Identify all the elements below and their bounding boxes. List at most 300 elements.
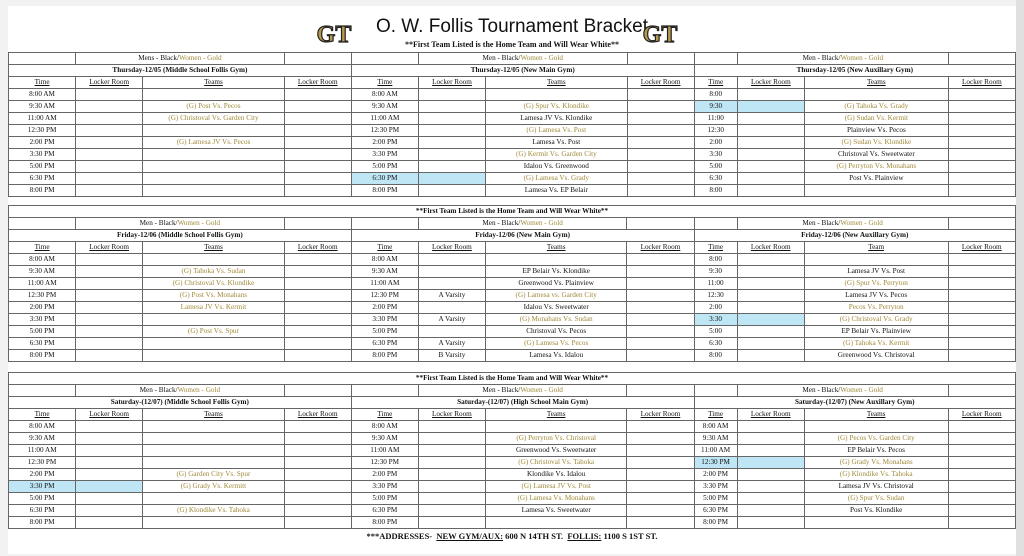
note-row — [9, 206, 1016, 218]
locker-cell — [284, 326, 351, 338]
matchup-cell — [486, 89, 627, 101]
matchup-cell: EP Belair Vs. Pecos — [804, 445, 948, 457]
gym-title: Friday-12/06 (Middle School Follis Gym) — [116, 231, 243, 239]
gym-title: Thursday-12/05 (Middle School Follis Gym) — [112, 66, 248, 74]
home-team-note: **First Team Listed is the Home Team and Will Wear White** — [9, 373, 1016, 385]
bracket-sheet — [8, 6, 1016, 554]
matchup-cell: Idalou Vs. Greenwood — [486, 161, 627, 173]
locker-cell — [284, 161, 351, 173]
time-cell: 3:30 PM — [351, 149, 418, 161]
time-cell: 2:00 PM — [9, 469, 76, 481]
locker-cell — [284, 278, 351, 290]
locker-cell — [418, 302, 485, 314]
time-cell: 12:30 PM — [9, 125, 76, 137]
time-cell: 8:00 — [694, 350, 737, 362]
locker-cell — [418, 505, 485, 517]
locker-cell — [418, 493, 485, 505]
locker-cell — [76, 338, 143, 350]
matchup-cell: Lamesa Vs. Post — [486, 137, 627, 149]
time-cell: 2:00 — [694, 137, 737, 149]
game-row — [9, 326, 1016, 338]
locker-cell — [284, 469, 351, 481]
game-row — [9, 161, 1016, 173]
friday-schedule-table — [8, 205, 1016, 362]
locker-cell — [627, 89, 694, 101]
gym-row — [9, 397, 1016, 409]
locker-cell — [284, 314, 351, 326]
matchup-cell: (G) Post Vs. Spur — [143, 326, 284, 338]
locker-cell — [76, 278, 143, 290]
time-cell: 8:00 — [694, 185, 737, 197]
locker-cell — [284, 493, 351, 505]
page-edge — [1016, 0, 1024, 556]
gym-header — [9, 397, 352, 409]
matchup-cell: Greenwood Vs. Plainview — [485, 278, 626, 290]
men-label: Men - Black/ — [482, 386, 521, 394]
matchup-cell: (G) Lamesa JV Vs. Post — [485, 481, 626, 493]
women-label: Women - Gold — [520, 219, 563, 227]
time-cell: 11:00 AM — [351, 278, 418, 290]
time-cell: 12:30 PM — [9, 290, 76, 302]
game-row — [9, 137, 1016, 149]
matchup-cell — [485, 517, 626, 529]
women-label: Women - Gold — [177, 219, 221, 227]
men-label: Men - Black/ — [482, 54, 521, 62]
matchup-cell: (G) Grady Vs. Monahans — [804, 457, 948, 469]
locker-cell — [627, 278, 694, 290]
division-header — [418, 53, 627, 65]
locker-cell — [737, 278, 804, 290]
matchup-cell — [143, 433, 284, 445]
locker-cell — [284, 421, 351, 433]
locker-cell — [76, 290, 143, 302]
time-cell: 3:30 — [694, 314, 737, 326]
matchup-cell: (G) Christoval Vs. Tahoka — [485, 457, 626, 469]
time-cell: 8:00 AM — [9, 421, 76, 433]
teams-header: Team — [804, 242, 948, 254]
locker-header: Locker Room — [948, 409, 1015, 421]
time-cell: 11:00 — [694, 113, 737, 125]
time-cell: 5:00 PM — [351, 326, 418, 338]
matchup-cell: (G) Tahoka Vs. Sudan — [143, 266, 284, 278]
locker-cell — [948, 481, 1015, 493]
gym-title: Saturday-(12/07) (High School Main Gym) — [457, 398, 589, 406]
locker-cell — [627, 469, 694, 481]
home-team-note: **First Team Listed is the Home Team and Will Wear White** — [9, 206, 1016, 218]
locker-cell — [418, 161, 485, 173]
locker-cell — [627, 137, 694, 149]
gym-header — [694, 65, 1015, 77]
time-cell: 11:00 — [694, 278, 737, 290]
locker-cell — [737, 149, 804, 161]
women-label: Women - Gold — [179, 54, 222, 62]
time-header: Time — [694, 409, 737, 421]
matchup-cell — [804, 89, 948, 101]
time-cell: 2:00 PM — [9, 137, 76, 149]
matchup-cell: Lamesa JV Vs. Pecos — [804, 290, 948, 302]
division-header — [76, 385, 285, 397]
gym-header — [9, 230, 352, 242]
time-cell: 11:00 AM — [351, 445, 418, 457]
locker-cell — [76, 457, 143, 469]
time-cell: 3:30 PM — [9, 481, 76, 493]
matchup-cell: (G) Christoval Vs. Garden City — [143, 113, 284, 125]
time-cell: 9:30 AM — [9, 266, 76, 278]
gym-header — [694, 230, 1016, 242]
teams-header: Teams — [486, 77, 627, 89]
game-row — [9, 125, 1016, 137]
matchup-cell: Lamesa JV Vs. Kermit — [143, 302, 284, 314]
matchup-cell: (G) Lamesa Vs. Monahans — [485, 493, 626, 505]
gym-header — [694, 397, 1016, 409]
locker-cell — [284, 338, 351, 350]
teams-header: Teams — [485, 242, 626, 254]
time-cell: 3:30 PM — [9, 149, 76, 161]
matchup-cell: Post Vs. Plainview — [804, 173, 948, 185]
game-row — [9, 445, 1016, 457]
game-row — [9, 278, 1016, 290]
time-cell: 6:30 PM — [9, 505, 76, 517]
time-cell: 8:00 PM — [351, 517, 418, 529]
division-header — [737, 53, 948, 65]
time-cell: 8:00 — [694, 254, 737, 266]
matchup-cell: (G) Klondike Vs. Tahoka — [143, 505, 284, 517]
matchup-cell: (G) Lamesa JV Vs. Pecos — [143, 137, 284, 149]
women-label: Women - Gold — [177, 386, 221, 394]
page-title: O. W. Follis Tournament Bracket — [375, 16, 649, 37]
locker-cell — [627, 185, 694, 197]
locker-cell — [948, 113, 1015, 125]
locker-cell — [418, 469, 485, 481]
locker-cell — [627, 421, 694, 433]
locker-cell — [627, 254, 694, 266]
locker-cell — [76, 266, 143, 278]
locker-cell — [948, 302, 1015, 314]
men-label: Men - Black/ — [802, 54, 841, 62]
matchup-cell: Klondike Vs. Idalou — [485, 469, 626, 481]
locker-header: Locker Room — [737, 242, 804, 254]
locker-cell — [627, 350, 694, 362]
game-row — [9, 517, 1016, 529]
locker-cell — [76, 101, 143, 113]
matchup-cell — [143, 173, 284, 185]
locker-cell — [284, 89, 351, 101]
matchup-cell: (G) Sudan Vs. Klondike — [804, 137, 948, 149]
gym-title: Saturday-(12/07) (Middle School Follis Gym) — [110, 398, 249, 406]
locker-cell — [418, 517, 485, 529]
locker-cell — [948, 101, 1015, 113]
matchup-cell: Post Vs. Klondike — [804, 505, 948, 517]
locker-cell — [948, 326, 1015, 338]
time-cell: 9:30 AM — [9, 433, 76, 445]
locker-cell — [76, 137, 143, 149]
locker-cell — [737, 125, 804, 137]
locker-cell — [948, 137, 1015, 149]
matchup-cell: (G) Garden City Vs. Spur — [143, 469, 284, 481]
locker-cell — [418, 457, 485, 469]
locker-cell — [76, 161, 143, 173]
locker-cell — [284, 457, 351, 469]
locker-cell — [284, 266, 351, 278]
men-label: Mens - Black/ — [138, 54, 179, 62]
matchup-cell: (G) Spur Vs. Perryton — [804, 278, 948, 290]
locker-cell — [284, 254, 351, 266]
time-cell: 8:00 PM — [9, 350, 76, 362]
time-cell: 5:00 — [694, 161, 737, 173]
locker-cell — [737, 433, 804, 445]
locker-cell — [76, 314, 143, 326]
time-cell: 9:30 AM — [351, 101, 418, 113]
time-header: Time — [9, 77, 76, 89]
locker-cell — [948, 314, 1015, 326]
matchup-cell: (G) Lamesa vs. Garden City — [485, 290, 626, 302]
locker-cell — [627, 338, 694, 350]
matchup-cell: (G) Lamesa Vs. Grady — [486, 173, 627, 185]
locker-cell — [948, 89, 1015, 101]
locker-cell: A Varsity — [418, 338, 485, 350]
matchup-cell: Christoval Vs. Pecos — [485, 326, 626, 338]
locker-cell — [418, 113, 485, 125]
locker-cell — [284, 517, 351, 529]
locker-cell — [418, 433, 485, 445]
locker-cell — [627, 445, 694, 457]
locker-cell — [76, 517, 143, 529]
locker-cell — [76, 350, 143, 362]
locker-header: Locker Room — [627, 77, 694, 89]
game-row — [9, 302, 1016, 314]
locker-header: Locker Room — [948, 242, 1015, 254]
locker-cell — [737, 481, 804, 493]
locker-header: Locker Room — [284, 77, 351, 89]
time-cell: 5:00 PM — [9, 161, 76, 173]
time-cell: 6:30 — [694, 338, 737, 350]
time-cell: 5:00 PM — [9, 326, 76, 338]
matchup-cell: Lamesa JV Vs. Klondike — [486, 113, 627, 125]
matchup-cell: Lamesa Vs. Idalou — [485, 350, 626, 362]
time-cell: 3:30 PM — [9, 314, 76, 326]
locker-header: Locker Room — [948, 77, 1015, 89]
locker-cell — [284, 481, 351, 493]
division-header — [418, 385, 627, 397]
locker-cell — [627, 290, 694, 302]
matchup-cell: EP Belair Vs. Plainview — [804, 326, 948, 338]
time-cell: 6:30 PM — [9, 338, 76, 350]
game-row — [9, 505, 1016, 517]
game-row — [9, 290, 1016, 302]
time-cell: 2:00 PM — [9, 302, 76, 314]
locker-cell — [284, 149, 351, 161]
locker-cell — [737, 185, 804, 197]
matchup-cell: Plainview Vs. Pecos — [804, 125, 948, 137]
note-row — [9, 373, 1016, 385]
time-cell: 12:30 PM — [351, 457, 418, 469]
men-label: Men - Black/ — [139, 219, 178, 227]
matchup-cell — [143, 338, 284, 350]
time-header: Time — [694, 77, 737, 89]
column-header-row — [9, 242, 1016, 254]
matchup-cell — [485, 254, 626, 266]
time-cell: 11:00 AM — [9, 113, 76, 125]
locker-cell — [737, 326, 804, 338]
locker-header: Locker Room — [76, 409, 143, 421]
time-cell: 5:00 PM — [351, 493, 418, 505]
locker-cell — [627, 302, 694, 314]
time-header: Time — [351, 77, 418, 89]
locker-cell — [627, 493, 694, 505]
locker-header: Locker Room — [418, 409, 485, 421]
locker-cell — [76, 493, 143, 505]
locker-cell — [284, 433, 351, 445]
locker-cell — [948, 185, 1015, 197]
matchup-cell — [804, 421, 948, 433]
time-cell: 8:00 AM — [9, 89, 76, 101]
locker-cell — [627, 505, 694, 517]
time-cell: 3:30 — [694, 149, 737, 161]
locker-cell — [948, 125, 1015, 137]
matchup-cell — [804, 517, 948, 529]
men-label: Men - Black/ — [482, 219, 521, 227]
locker-cell — [948, 493, 1015, 505]
matchup-cell — [485, 421, 626, 433]
matchup-cell: (G) Sudan Vs. Kermit — [804, 113, 948, 125]
matchup-cell — [143, 185, 284, 197]
locker-cell — [948, 173, 1015, 185]
locker-cell — [948, 290, 1015, 302]
locker-cell — [627, 517, 694, 529]
matchup-cell: (G) Spur Vs. Sudan — [804, 493, 948, 505]
locker-cell — [627, 481, 694, 493]
locker-cell — [76, 481, 143, 493]
time-cell: 5:00 — [694, 326, 737, 338]
saturday-schedule-table — [8, 372, 1016, 529]
teams-header: Teams — [485, 409, 626, 421]
gym-header — [9, 65, 352, 77]
gym-title: Thursday-12/05 (New Auxillary Gym) — [796, 66, 914, 74]
locker-cell — [737, 266, 804, 278]
locker-cell — [948, 266, 1015, 278]
time-cell: 5:00 PM — [351, 161, 418, 173]
game-row — [9, 493, 1016, 505]
time-cell: 12:30 — [694, 290, 737, 302]
time-cell: 2:00 — [694, 302, 737, 314]
time-cell: 8:00 PM — [694, 517, 737, 529]
locker-cell — [418, 278, 485, 290]
women-label: Women - Gold — [840, 386, 883, 394]
locker-cell — [737, 517, 804, 529]
matchup-cell: (G) Pecos Vs. Garden City — [804, 433, 948, 445]
locker-cell — [737, 469, 804, 481]
matchup-cell — [143, 161, 284, 173]
women-label: Women - Gold — [520, 386, 563, 394]
matchup-cell: (G) Perryton Vs. Christoval — [485, 433, 626, 445]
matchup-cell — [143, 445, 284, 457]
matchup-cell: EP Belair Vs. Klondike — [485, 266, 626, 278]
time-cell: 11:00 AM — [9, 445, 76, 457]
locker-header: Locker Room — [627, 242, 694, 254]
locker-cell — [948, 421, 1015, 433]
game-row — [9, 433, 1016, 445]
svg-text:GT: GT — [642, 22, 678, 48]
column-header-row — [9, 77, 1016, 89]
locker-cell — [627, 173, 694, 185]
game-row — [9, 421, 1016, 433]
gym-title: Friday-12/06 (New Main Gym) — [475, 231, 571, 239]
locker-cell — [284, 445, 351, 457]
game-row — [9, 254, 1016, 266]
time-cell: 9:30 — [694, 101, 737, 113]
locker-header: Locker Room — [418, 77, 485, 89]
locker-cell — [76, 445, 143, 457]
matchup-cell: (G) Tahoka Vs. Grady — [804, 101, 948, 113]
matchup-cell — [143, 254, 284, 266]
men-label: Men - Black/ — [139, 386, 178, 394]
locker-cell — [948, 445, 1015, 457]
locker-cell — [737, 161, 804, 173]
game-row — [9, 173, 1016, 185]
time-header: Time — [694, 242, 737, 254]
women-label: Women - Gold — [840, 54, 884, 62]
locker-cell — [418, 137, 485, 149]
locker-cell — [737, 457, 804, 469]
time-cell: 6:30 PM — [351, 173, 418, 185]
locker-cell — [76, 326, 143, 338]
matchup-cell — [143, 89, 284, 101]
game-row — [9, 481, 1016, 493]
matchup-cell: (G) Tahoka Vs. Kermit — [804, 338, 948, 350]
locker-cell — [737, 89, 804, 101]
teams-header: Teams — [804, 77, 948, 89]
division-header — [737, 385, 948, 397]
locker-cell — [948, 161, 1015, 173]
time-cell: 12:30 PM — [351, 125, 418, 137]
locker-cell — [284, 185, 351, 197]
locker-cell — [948, 469, 1015, 481]
locker-cell — [627, 457, 694, 469]
time-cell: 5:00 PM — [9, 493, 76, 505]
game-row — [9, 113, 1016, 125]
time-cell: 8:00 — [694, 89, 737, 101]
locker-cell — [418, 185, 485, 197]
locker-cell — [948, 254, 1015, 266]
locker-cell — [948, 433, 1015, 445]
time-cell: 8:00 PM — [351, 350, 418, 362]
locker-cell — [76, 89, 143, 101]
locker-cell — [418, 101, 485, 113]
matchup-cell: (G) Christoval Vs. Klondike — [143, 278, 284, 290]
locker-cell — [948, 338, 1015, 350]
matchup-cell — [804, 185, 948, 197]
division-header — [737, 218, 948, 230]
matchup-cell — [143, 149, 284, 161]
time-cell: 6:30 PM — [9, 173, 76, 185]
matchup-cell: Idalou Vs. Sweetwater — [485, 302, 626, 314]
game-row — [9, 149, 1016, 161]
time-header: Time — [9, 409, 76, 421]
time-cell: 9:30 AM — [694, 433, 737, 445]
gym-header — [351, 397, 694, 409]
matchup-cell: (G) Kermit Vs. Garden City — [486, 149, 627, 161]
locker-cell: A Varsity — [418, 314, 485, 326]
matchup-cell: Christoval Vs. Sweetwater — [804, 149, 948, 161]
matchup-cell: (G) Christoval Vs. Grady — [804, 314, 948, 326]
teams-header: Teams — [143, 242, 284, 254]
locker-cell — [627, 326, 694, 338]
locker-cell — [627, 113, 694, 125]
time-cell: 6:30 PM — [694, 505, 737, 517]
time-cell: 8:00 PM — [9, 517, 76, 529]
locker-cell — [284, 350, 351, 362]
gym-header — [351, 230, 694, 242]
